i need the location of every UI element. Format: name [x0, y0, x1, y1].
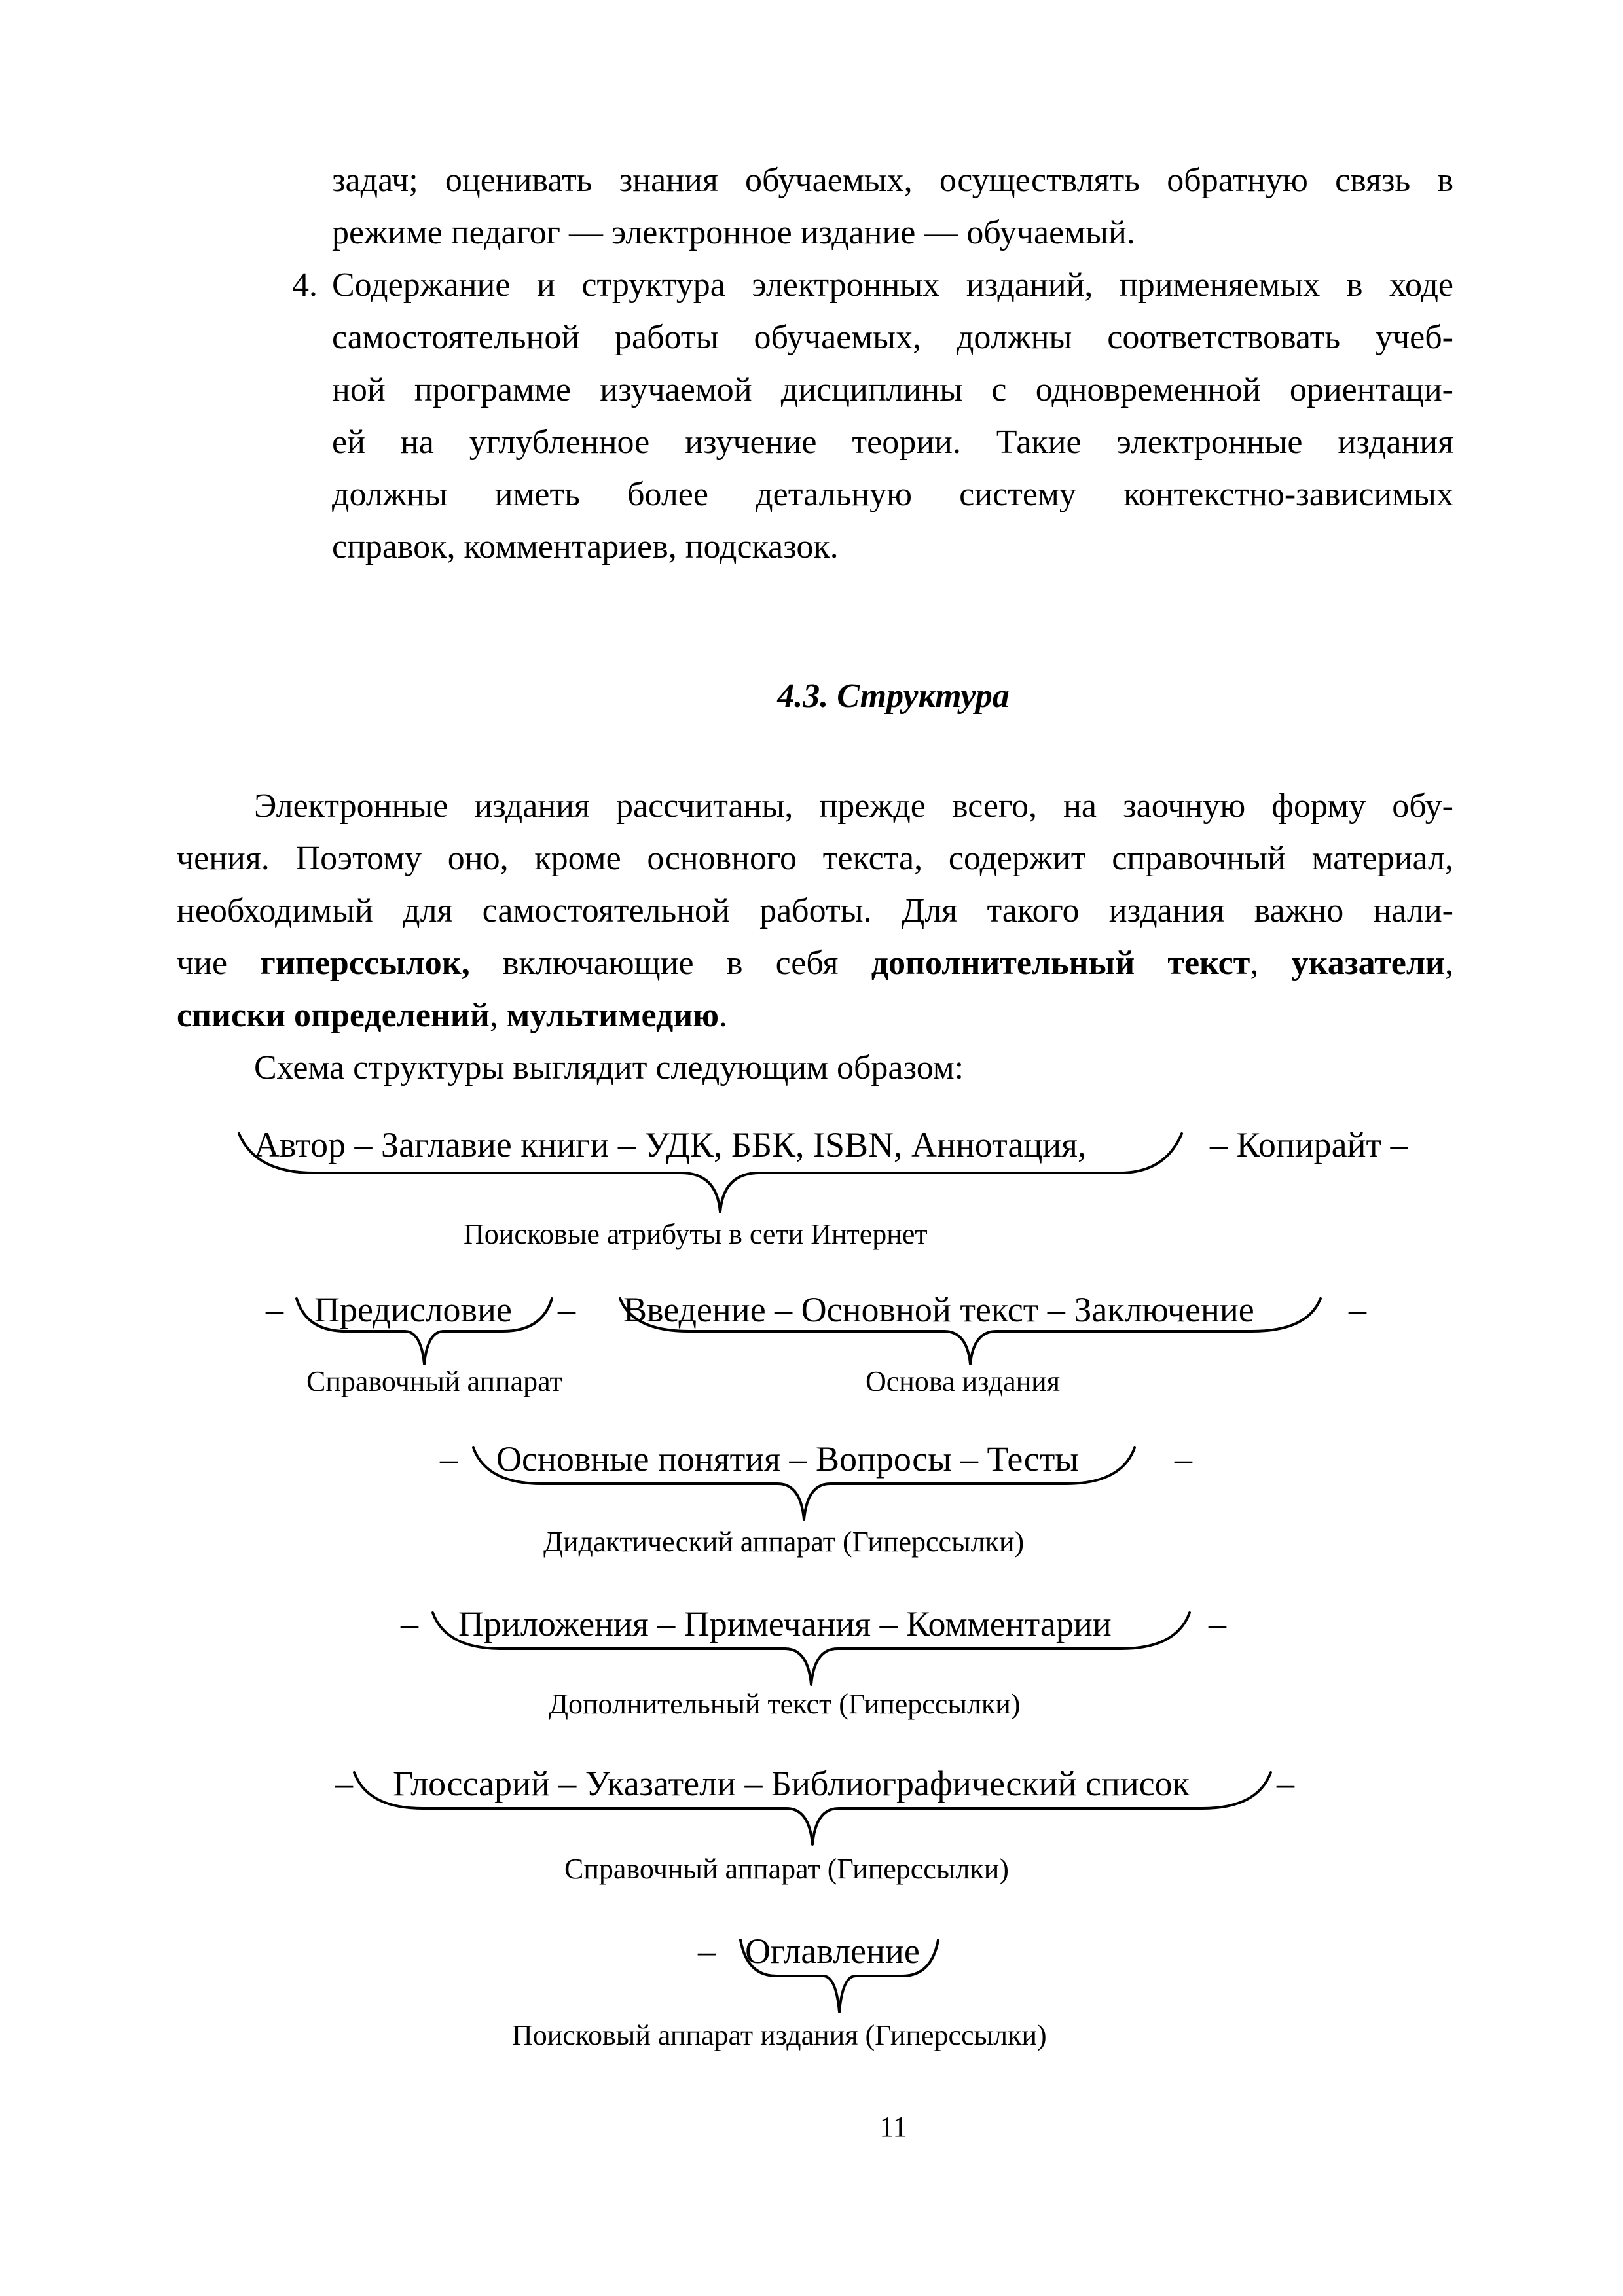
scheme-row5-braced: Глоссарий – Указатели – Библиографический список [393, 1764, 1190, 1803]
scheme-row5-caption: Справочный аппарат (Гиперссылки) [564, 1853, 1009, 1885]
scheme-row3-braced: Основные понятия – Вопросы – Тесты [496, 1439, 1079, 1479]
scheme-row2-caption1: Справочный аппарат [306, 1365, 562, 1397]
scheme-row5-after: – [1277, 1764, 1294, 1803]
list-number: 4. [292, 266, 318, 304]
scheme-row3-after: – [1175, 1439, 1192, 1479]
paragraph-line: должны иметь более детальную систему контекстно-зависимых [332, 476, 1453, 513]
scheme-row5-lead: – [335, 1764, 353, 1803]
scheme-row4-braced: Приложения – Примечания – Комментарии [458, 1604, 1112, 1643]
paragraph-line: режиме педагог — электронное издание — обучаемый. [332, 214, 1135, 251]
scheme-row2-after: – [1349, 1290, 1366, 1329]
scheme-row4-caption: Дополнительный текст (Гиперссылки) [549, 1688, 1021, 1720]
paragraph-line: задач; оценивать знания обучаемых, осуществлять обратную связь в [332, 162, 1453, 199]
page-number: 11 [879, 2111, 907, 2143]
scheme-row2-mid: – [558, 1290, 575, 1329]
scheme-intro: Схема структуры выглядит следующим образом: [254, 1049, 964, 1086]
paragraph-line: Электронные издания рассчитаны, прежде всего, на заочную форму обу- [254, 787, 1453, 825]
paragraph-line: необходимый для самостоятельной работы. Для такого издания важно нали- [177, 892, 1453, 929]
scheme-row4-after: – [1209, 1604, 1226, 1643]
scheme-row2-brace2 [617, 1292, 1324, 1371]
scheme-row2-braced1: Предисловие [314, 1290, 512, 1329]
paragraph-line: ной программе изучаемой дисциплины с одновременной ориентаци- [332, 371, 1453, 408]
scheme-row3-caption: Дидактический аппарат (Гиперссылки) [543, 1526, 1025, 1558]
scheme-row3-lead: – [440, 1439, 458, 1479]
scheme-row6-braced: Оглавление [745, 1931, 920, 1971]
scheme-row2-brace1 [293, 1292, 555, 1371]
scheme-row6-caption: Поисковый аппарат издания (Гиперссылки) [512, 2019, 1047, 2051]
paragraph-line: чения. Поэтому оно, кроме основного текста, содержит справочный материал, [177, 840, 1453, 877]
scheme-row1-brace [236, 1127, 1185, 1219]
scheme-row2-caption2: Основа издания [866, 1365, 1060, 1397]
paragraph-line: Содержание и структура электронных изданий, применяемых в ходе [332, 266, 1453, 304]
scheme-row2-braced2: Введение – Основной текст – Заключение [623, 1290, 1254, 1329]
paragraph-line: справок, комментариев, подсказок. [332, 528, 839, 565]
section-heading: 4.3. Структура [777, 677, 1010, 715]
scheme-row5-brace [351, 1766, 1274, 1851]
paragraph-line: чие гиперссылок, включающие в себя дополнительный текст, указатели, [177, 944, 1454, 982]
paragraph-line: ей на углубленное изучение теории. Такие электронные издания [332, 423, 1453, 461]
scheme-row4-lead: – [401, 1604, 418, 1643]
scheme-row1-after: – Копирайт – [1210, 1125, 1408, 1164]
scheme-row6-brace [737, 1933, 941, 2018]
scheme-row1-caption: Поисковые атрибуты в сети Интернет [464, 1218, 928, 1250]
scheme-row3-brace [470, 1441, 1138, 1526]
paragraph-line: списки определений, мультимедию. [177, 997, 727, 1034]
scheme-row2-lead: – [266, 1290, 283, 1329]
scheme-row4-brace [429, 1606, 1193, 1691]
scheme-row1-braced: Автор – Заглавие книги – УДК, ББК, ISBN, Аннотация, [254, 1125, 1087, 1164]
paragraph-line: самостоятельной работы обучаемых, должны соответствовать учеб- [332, 319, 1453, 356]
scheme-row6-lead: – [698, 1931, 716, 1971]
